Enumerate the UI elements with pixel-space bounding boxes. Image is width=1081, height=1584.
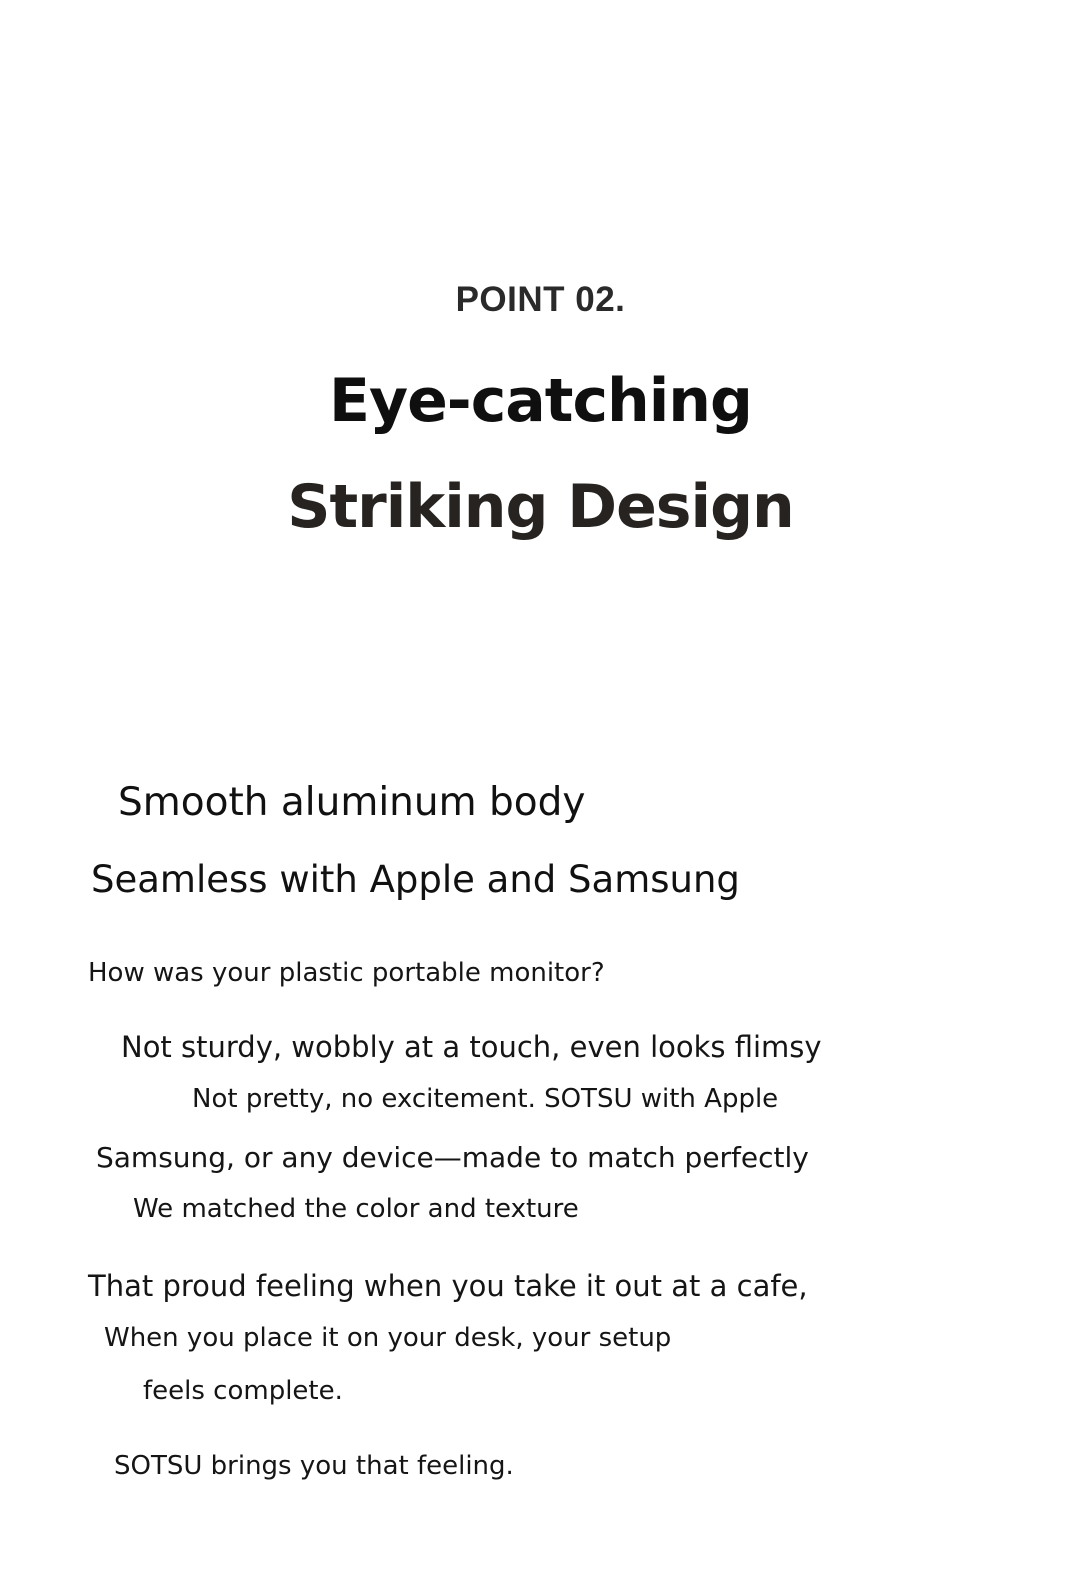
subheading-line-2: Seamless with Apple and Samsung [91, 858, 740, 901]
body-closing: SOTSU brings you that feeling. [114, 1451, 514, 1481]
headline-line-1: Eye-catching [329, 366, 752, 436]
headline-line-2: Striking Design [287, 472, 794, 542]
body-question: How was your plastic portable monitor? [88, 958, 605, 988]
body-line-5: That proud feeling when you take it out at a cafe, [88, 1269, 808, 1303]
body-line-4: We matched the color and texture [133, 1194, 579, 1224]
body-line-1: Not sturdy, wobbly at a touch, even looks flimsy [121, 1030, 822, 1064]
body-line-6: When you place it on your desk, your setup [104, 1323, 672, 1353]
body-line-2: Not pretty, no excitement. SOTSU with Apple [192, 1084, 779, 1114]
point-label: POINT 02. [455, 280, 626, 319]
body-line-3: Samsung, or any device—made to match perfectly [96, 1141, 809, 1174]
body-line-7: feels complete. [143, 1376, 343, 1406]
subheading-line-1: Smooth aluminum body [118, 780, 586, 825]
